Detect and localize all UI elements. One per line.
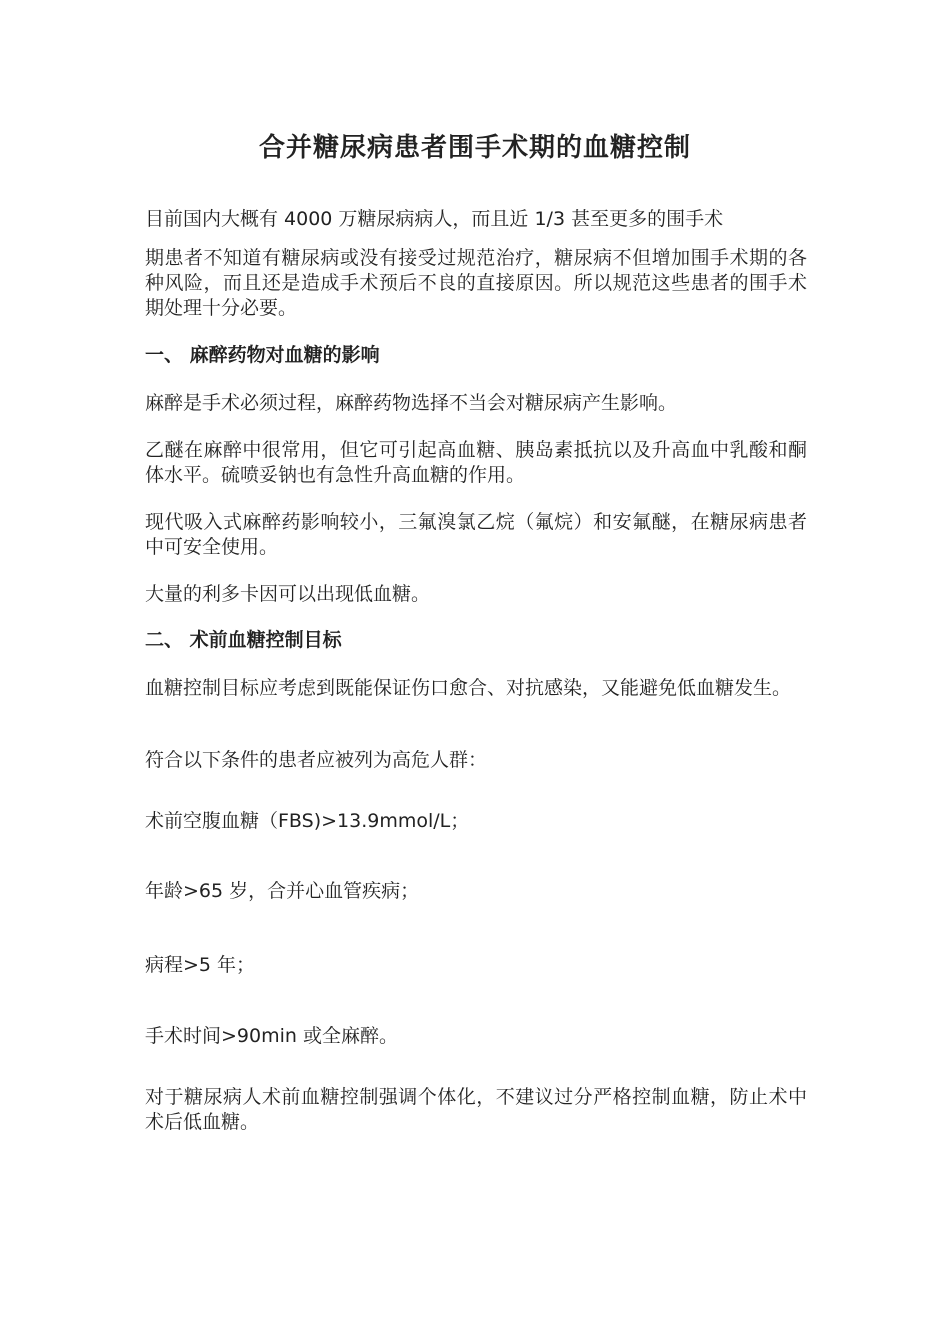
section-1-paragraph: 大量的利多卡因可以出现低血糖。 xyxy=(145,583,431,605)
criteria-item: 手术时间>90min 或全麻醉。 xyxy=(145,1025,398,1047)
section-2-heading: 二、 术前血糖控制目标 xyxy=(145,629,342,651)
section-1-paragraph: 现代吸入式麻醉药影响较小，三氟溴氯乙烷（氟烷）和安氟醚，在糖尿病患者中可安全使用。 xyxy=(145,511,807,558)
criteria-item: 术前空腹血糖（FBS)>13.9mmol/L； xyxy=(145,810,470,832)
document-title: 合并糖尿病患者围手术期的血糖控制 xyxy=(258,133,691,163)
intro-paragraph: 期患者不知道有糖尿病或没有接受过规范治疗，糖尿病不但增加围手术期的各种风险，而且还是造成手术预后不良的直接原因。所以规范这些患者的围手术期处理十分必要。 xyxy=(145,247,807,319)
section-2-paragraph: 符合以下条件的患者应被列为高危人群： xyxy=(145,749,488,771)
section-1-heading: 一、 麻醉药物对血糖的影响 xyxy=(145,344,380,366)
criteria-item: 病程>5 年； xyxy=(145,954,256,976)
closing-paragraph: 对于糖尿病人术前血糖控制强调个体化，不建议过分严格控制血糖，防止术中术后低血糖。 xyxy=(145,1086,807,1133)
section-1-paragraph: 麻醉是手术必须过程，麻醉药物选择不当会对糖尿病产生影响。 xyxy=(145,392,678,414)
section-1-paragraph: 乙醚在麻醉中很常用，但它可引起高血糖、胰岛素抵抗以及升高血中乳酸和酮体水平。硫喷妥钠也有急性升高血糖的作用。 xyxy=(145,439,807,486)
section-2-paragraph: 血糖控制目标应考虑到既能保证伤口愈合、对抗感染，又能避免低血糖发生。 xyxy=(145,677,792,699)
criteria-item: 年龄>65 岁，合并心血管疾病； xyxy=(145,880,420,902)
intro-line-1: 目前国内大概有 4000 万糖尿病病人，而且近 1/3 甚至更多的围手术 xyxy=(145,208,724,230)
